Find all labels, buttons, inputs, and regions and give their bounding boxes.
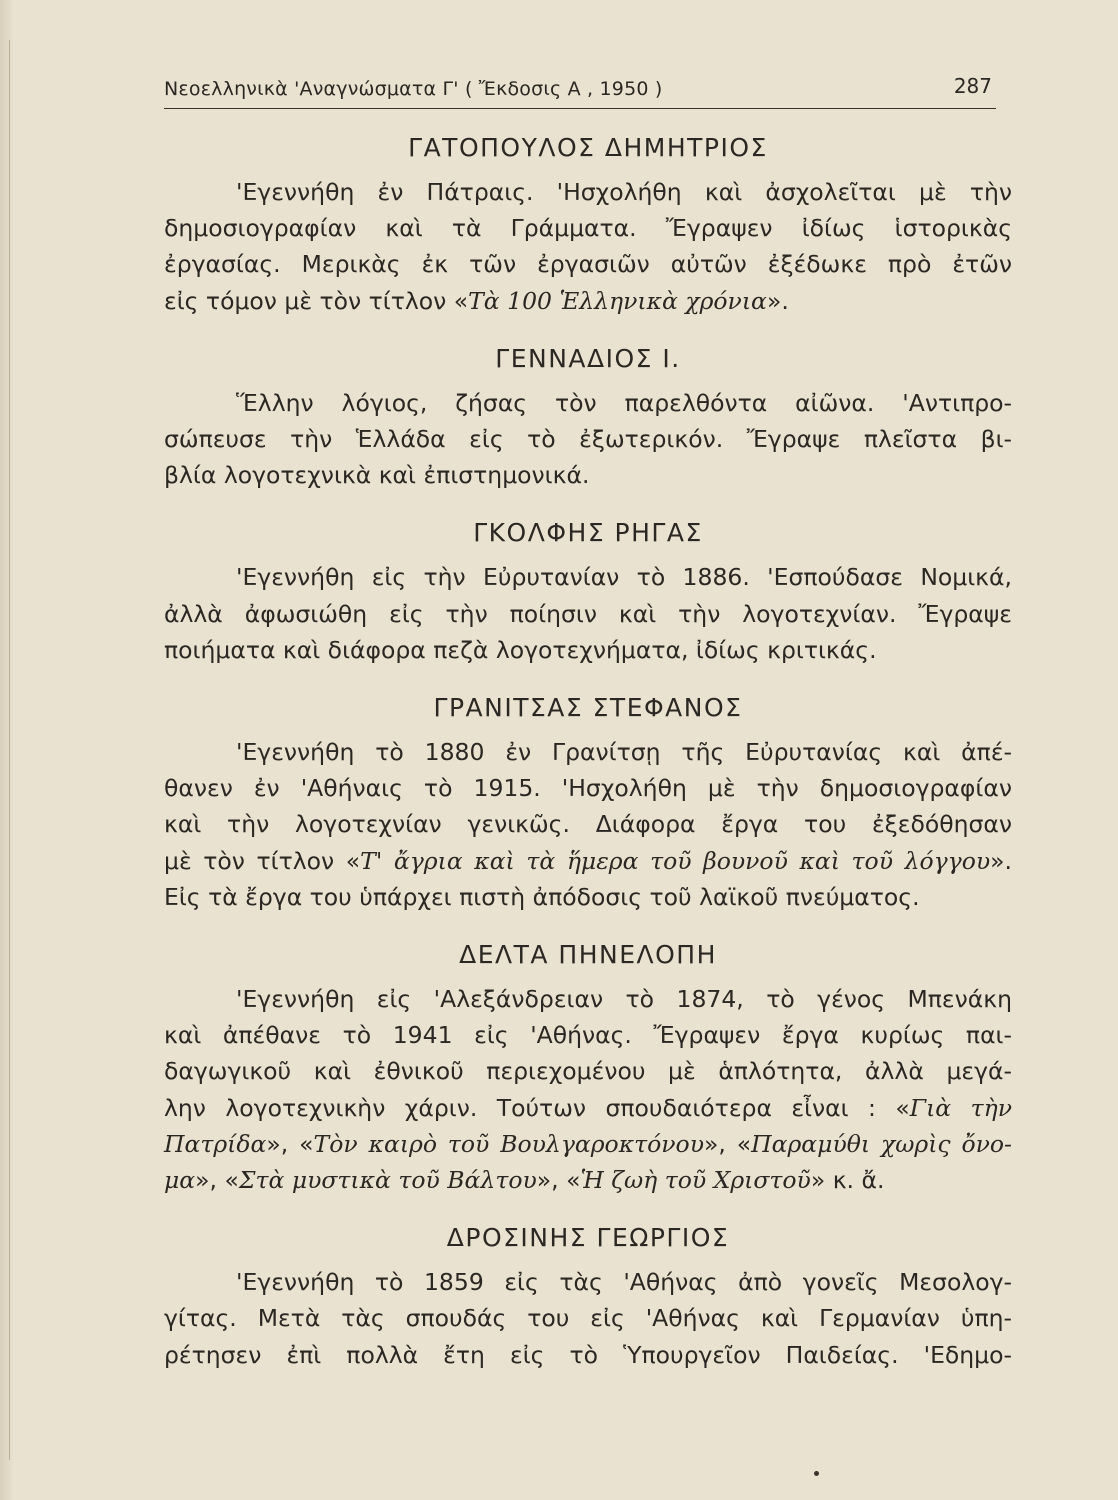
text-line: 'Εγεννήθη εἰς 'Αλεξάνδρειαν τὸ 1874, τὸ γένος Μπενάκη [236, 985, 1012, 1014]
text-line: καὶ τὴν λογοτεχνίαν γενικῶς. Διάφορα ἔργα του ἐξεδόθησαν [164, 810, 1012, 839]
entry-delta [164, 937, 1012, 1198]
text-line: 'Εγεννήθη τὸ 1880 ἐν Γρανίτσῃ τῆς Εὐρυτανίας καὶ ἀπέ- [236, 738, 1012, 767]
entry-drosinis [164, 1220, 1012, 1373]
page-number: 287 [953, 74, 992, 98]
text-line: Ἕλλην λόγιος, ζήσας τὸν παρελθόντα αἰῶνα. 'Αντιπρο- [236, 388, 1012, 417]
print-speck [814, 1471, 819, 1476]
text-line [164, 1090, 1012, 1126]
text-line [164, 843, 1012, 879]
text-line: βλία λογοτεχνικὰ καὶ ἐπιστημονικά. [164, 461, 590, 490]
entry-heading: ΓΡΑΝΙΤΣΑΣ ΣΤΕΦΑΝΟΣ [433, 693, 743, 723]
page-header [164, 72, 996, 109]
text-run: ». [766, 286, 789, 315]
book-title: Ἡ ζωὴ τοῦ Χριστοῦ [580, 1166, 811, 1195]
entry-heading: ΔΡΟΣΙΝΗΣ ΓΕΩΡΓΙΟΣ [446, 1223, 730, 1253]
page-binding-edge [0, 0, 14, 1500]
book-title: Τ' ἄγρια καὶ τὰ ἥμερα τοῦ βουνοῦ καὶ τοῦ λόγγου [360, 846, 991, 875]
entry-paragraph [164, 559, 1012, 668]
entry-paragraph [164, 981, 1012, 1198]
text-line: ἀλλὰ ἀφωσιώθη εἰς τὴν ποίησιν καὶ τὴν λογοτεχνίαν. Ἔγραψε [164, 599, 1012, 628]
text-line: ποιήματα καὶ διάφορα πεζὰ λογοτεχνήματα, ἰδίως κριτικάς. [164, 635, 877, 664]
text-line: ρέτησεν ἐπὶ πολλὰ ἔτη εἰς τὸ Ὑπουργεῖον Παιδείας. 'Εδημο- [164, 1340, 1012, 1369]
text-line: ἐργασίας. Μερικὰς ἐκ τῶν ἐργασιῶν αὐτῶν ἐξέδωκε πρὸ ἐτῶν [164, 250, 1012, 279]
text-line: σώπευσε τὴν Ἑλλάδα εἰς τὸ ἐξωτερικόν. Ἔγραψε πλεῖστα βι- [164, 425, 1012, 454]
text-line [164, 1126, 1012, 1162]
text-line: γίτας. Μετὰ τὰς σπουδάς του εἰς 'Αθήνας καὶ Γερμανίαν ὑπη- [164, 1304, 1012, 1333]
entry-paragraph [164, 1264, 1012, 1373]
page-content [164, 130, 1012, 1395]
entry-gkolfis [164, 515, 1012, 668]
entry-gatopoulos [164, 130, 1012, 319]
text-run: ». [990, 846, 1012, 875]
text-line [164, 283, 1012, 319]
entry-gennadios [164, 341, 1012, 494]
text-run: εἰς τόμον μὲ τὸν τίτλον « [164, 286, 469, 315]
text-run: » κ. ἄ. [810, 1166, 885, 1195]
page-binding-line [9, 40, 10, 1460]
book-title: Πατρίδα [164, 1129, 267, 1158]
book-title: Τὸν καιρὸ τοῦ Βουλγαροκτόνου [313, 1129, 704, 1158]
entry-heading: ΓΕΝΝΑΔΙΟΣ Ι. [495, 343, 681, 373]
text-run: λην λογοτεχνικὴν χάριν. Τούτων σπουδαιότερα εἶναι : « [164, 1093, 910, 1122]
text-run: », « [704, 1129, 752, 1158]
entry-heading: ΓΑΤΟΠΟΥΛΟΣ ΔΗΜΗΤΡΙΟΣ [408, 133, 768, 162]
text-line [164, 1162, 1012, 1198]
entry-paragraph [164, 734, 1012, 915]
entry-heading: ΓΚΟΛΦΗΣ ΡΗΓΑΣ [473, 518, 703, 548]
entry-heading: ΔΕΛΤΑ ΠΗΝΕΛΟΠΗ [459, 940, 717, 970]
entry-paragraph [164, 385, 1012, 494]
text-run: », « [195, 1166, 239, 1195]
text-line: 'Εγεννήθη ἐν Πάτραις. 'Ησχολήθη καὶ ἀσχολεῖται μὲ τὴν [236, 178, 1012, 206]
book-title: Παραμύθι χωρὶς ὄνο- [751, 1129, 1012, 1158]
entry-granitsas [164, 690, 1012, 915]
entry-paragraph [164, 174, 1012, 319]
running-title: Νεοελληνικὰ 'Αναγνώσματα Γ' ( Ἔκδοσις Α , 1950 ) [164, 78, 663, 100]
book-title: Γιὰ τὴν [909, 1093, 1012, 1122]
text-run: μὲ τὸν τίτλον « [164, 846, 361, 875]
book-title: μα [164, 1166, 196, 1195]
text-line: Εἰς τὰ ἔργα του ὑπάρχει πιστὴ ἀπόδοσις τοῦ λαϊκοῦ πνεύματος. [164, 882, 920, 911]
book-title: Στὰ μυστικὰ τοῦ Βάλτου [238, 1166, 537, 1195]
text-line: δαγωγικοῦ καὶ ἐθνικοῦ περιεχομένου μὲ ἁπλότητα, ἀλλὰ μεγά- [164, 1057, 1012, 1086]
text-line: δημοσιογραφίαν καὶ τὰ Γράμματα. Ἔγραψεν ἰδίως ἱστορικὰς [164, 214, 1012, 243]
text-run: », « [536, 1166, 581, 1195]
text-line: 'Εγεννήθη εἰς τὴν Εὐρυτανίαν τὸ 1886. 'Εσπούδασε Νομικά, [236, 563, 1012, 592]
text-line: καὶ ἀπέθανε τὸ 1941 εἰς 'Αθήνας. Ἔγραψεν ἔργα κυρίως παι- [164, 1021, 1012, 1050]
text-line: θανεν ἐν 'Αθήναις τὸ 1915. 'Ησχολήθη μὲ τὴν δημοσιογραφίαν [164, 774, 1012, 803]
text-line: 'Εγεννήθη τὸ 1859 εἰς τὰς 'Αθήνας ἀπὸ γονεῖς Μεσολογ- [236, 1268, 1012, 1297]
book-title: Τὰ 100 Ἑλληνικὰ χρόνια [468, 286, 767, 315]
text-run: », « [266, 1129, 314, 1158]
